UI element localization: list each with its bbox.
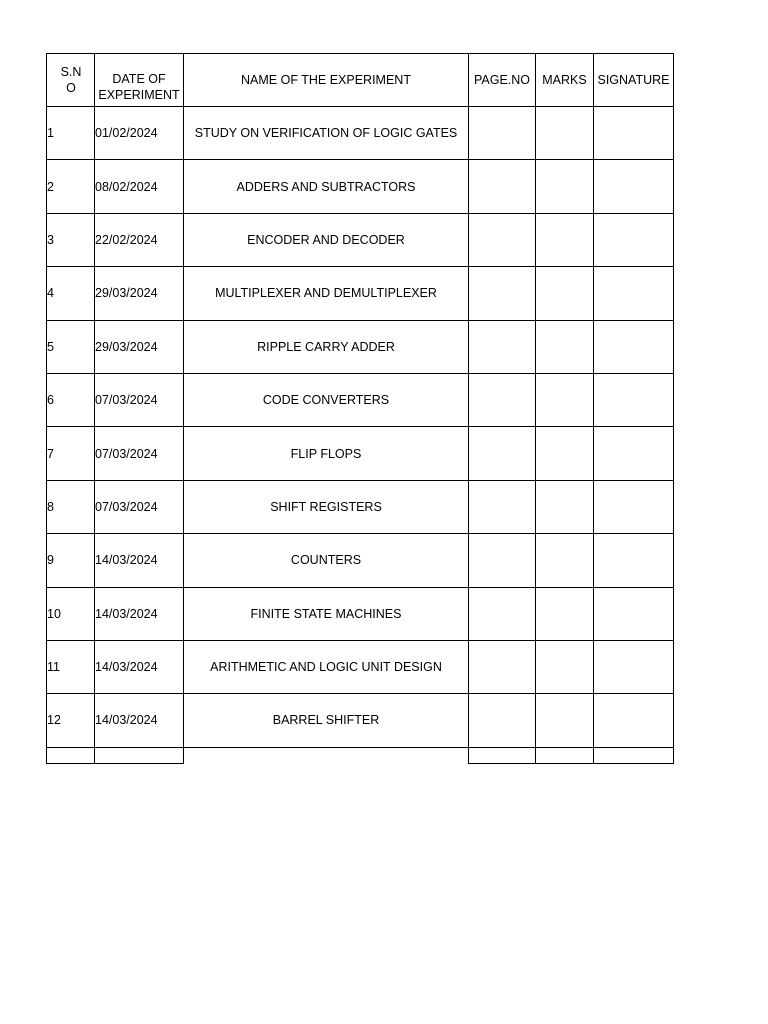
signature-cell: [594, 587, 674, 640]
marks-cell: [536, 160, 594, 213]
table-row: [47, 213, 674, 266]
header-page-no: PAGE.NO: [469, 54, 536, 107]
sno-cell: 5: [47, 320, 95, 373]
date-cell: 14/03/2024: [95, 694, 184, 747]
signature-cell: [594, 160, 674, 213]
signature-cell: [594, 373, 674, 426]
table-header-row: [47, 54, 674, 107]
signature-cell: [594, 694, 674, 747]
page-no-cell: [469, 587, 536, 640]
sno-cell: 4: [47, 267, 95, 320]
page-no-cell: [469, 267, 536, 320]
marks-cell: [536, 587, 594, 640]
table-row: [47, 640, 674, 693]
date-cell: 01/02/2024: [95, 107, 184, 160]
marks-cell: [536, 267, 594, 320]
header-date: DATE OF EXPERIMENT: [95, 54, 184, 107]
signature-cell: [594, 534, 674, 587]
experiment-name-cell: BARREL SHIFTER: [184, 694, 469, 747]
table-row: [47, 534, 674, 587]
signature-cell: [594, 640, 674, 693]
date-cell: 22/02/2024: [95, 213, 184, 266]
sno-cell: 8: [47, 480, 95, 533]
date-cell: 14/03/2024: [95, 640, 184, 693]
page-no-cell: [469, 160, 536, 213]
marks-cell: [536, 320, 594, 373]
tail-cell: [95, 747, 184, 763]
page-no-cell: [469, 640, 536, 693]
table-row: [47, 480, 674, 533]
page-no-cell: [469, 694, 536, 747]
tail-cell: [594, 747, 674, 763]
table-row: [47, 107, 674, 160]
header-signature: SIGNATURE: [594, 54, 674, 107]
table-row: [47, 373, 674, 426]
sno-cell: 10: [47, 587, 95, 640]
table-row: [47, 267, 674, 320]
table-row: [47, 320, 674, 373]
table-row: [47, 694, 674, 747]
tail-cell: [469, 747, 536, 763]
experiment-name-cell: FINITE STATE MACHINES: [184, 587, 469, 640]
marks-cell: [536, 213, 594, 266]
date-cell: 29/03/2024: [95, 320, 184, 373]
page-no-cell: [469, 534, 536, 587]
sno-cell: 1: [47, 107, 95, 160]
page-no-cell: [469, 213, 536, 266]
signature-cell: [594, 267, 674, 320]
date-cell: 29/03/2024: [95, 267, 184, 320]
table-row: [47, 427, 674, 480]
date-cell: 07/03/2024: [95, 427, 184, 480]
sno-cell: 2: [47, 160, 95, 213]
experiment-name-cell: SHIFT REGISTERS: [184, 480, 469, 533]
page-no-cell: [469, 480, 536, 533]
marks-cell: [536, 534, 594, 587]
marks-cell: [536, 107, 594, 160]
date-cell: 07/03/2024: [95, 373, 184, 426]
table-body: [47, 107, 674, 764]
marks-cell: [536, 373, 594, 426]
experiment-name-cell: FLIP FLOPS: [184, 427, 469, 480]
signature-cell: [594, 320, 674, 373]
experiment-name-cell: ENCODER AND DECODER: [184, 213, 469, 266]
marks-cell: [536, 427, 594, 480]
table-row: [47, 587, 674, 640]
sno-cell: 11: [47, 640, 95, 693]
header-marks: MARKS: [536, 54, 594, 107]
page-no-cell: [469, 427, 536, 480]
signature-cell: [594, 213, 674, 266]
page-no-cell: [469, 373, 536, 426]
experiment-name-cell: MULTIPLEXER AND DEMULTIPLEXER: [184, 267, 469, 320]
signature-cell: [594, 107, 674, 160]
page-no-cell: [469, 107, 536, 160]
experiment-name-cell: STUDY ON VERIFICATION OF LOGIC GATES: [184, 107, 469, 160]
signature-cell: [594, 480, 674, 533]
date-cell: 14/03/2024: [95, 587, 184, 640]
date-cell: 07/03/2024: [95, 480, 184, 533]
header-sno: S.NO: [47, 54, 95, 107]
tail-cell: [47, 747, 95, 763]
marks-cell: [536, 480, 594, 533]
header-experiment-name: NAME OF THE EXPERIMENT: [184, 54, 469, 107]
tail-cell: [184, 747, 469, 763]
date-cell: 08/02/2024: [95, 160, 184, 213]
table-tail-row: [47, 747, 674, 763]
sno-cell: 9: [47, 534, 95, 587]
date-cell: 14/03/2024: [95, 534, 184, 587]
sno-cell: 12: [47, 694, 95, 747]
marks-cell: [536, 694, 594, 747]
experiment-index-table: [46, 53, 674, 764]
table-row: [47, 160, 674, 213]
experiment-name-cell: RIPPLE CARRY ADDER: [184, 320, 469, 373]
tail-cell: [536, 747, 594, 763]
sno-cell: 7: [47, 427, 95, 480]
experiment-name-cell: ADDERS AND SUBTRACTORS: [184, 160, 469, 213]
experiment-name-cell: CODE CONVERTERS: [184, 373, 469, 426]
experiment-name-cell: COUNTERS: [184, 534, 469, 587]
marks-cell: [536, 640, 594, 693]
page-no-cell: [469, 320, 536, 373]
sno-cell: 6: [47, 373, 95, 426]
experiment-name-cell: ARITHMETIC AND LOGIC UNIT DESIGN: [184, 640, 469, 693]
sno-cell: 3: [47, 213, 95, 266]
signature-cell: [594, 427, 674, 480]
